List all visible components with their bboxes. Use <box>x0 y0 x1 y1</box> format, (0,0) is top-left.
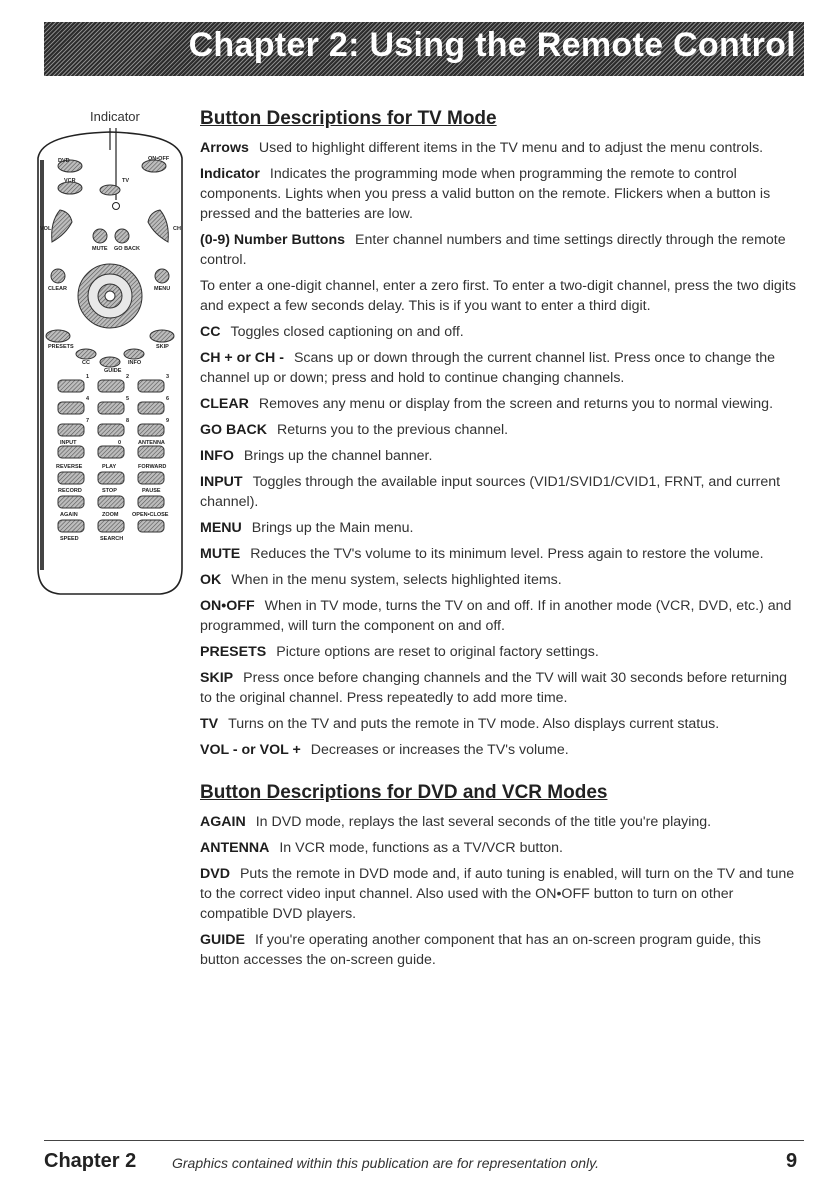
label-n1: 1 <box>86 374 90 380</box>
button-description: Brings up the Main menu. <box>251 520 414 536</box>
button-description: If you're operating another component that has an on-screen program guide, this button accesses the on-screen guide. <box>200 932 761 968</box>
page-number: 9 <box>786 1150 798 1172</box>
label-vcr: VCR <box>64 178 76 184</box>
label-mute: MUTE <box>92 246 108 252</box>
button-term: AGAIN <box>200 814 246 830</box>
label-speed: SPEED <box>60 536 79 542</box>
dvd-vcr-mode-item <box>200 930 800 970</box>
label-n4: 4 <box>86 396 90 402</box>
button-term: Arrows <box>200 140 249 156</box>
button-description: Puts the remote in DVD mode and, if auto tuning is enabled, will turn on the TV and tune to the correct video input channel. Also used with the ON•OFF button to turn on other compatible DVD players. <box>200 866 795 922</box>
tv-mode-item <box>200 348 800 388</box>
tv-mode-item <box>200 472 800 512</box>
tv-mode-item <box>200 230 800 270</box>
button-term: CH + or CH - <box>200 350 284 366</box>
button-term: OK <box>200 572 222 588</box>
label-clear: CLEAR <box>48 286 67 292</box>
button-term: ANTENNA <box>200 840 270 856</box>
button-description: Enter channel numbers and time settings directly through the remote control. <box>200 232 786 268</box>
label-antenna: ANTENNA <box>138 440 165 446</box>
tv-mode-item <box>200 446 800 466</box>
button-term: Indicator <box>200 166 260 182</box>
button-description: Toggles through the available input sources (VID1/SVID1/CVID1, FRNT, and current channel). <box>200 474 781 510</box>
label-cc: CC <box>82 360 90 366</box>
button-term: (0-9) Number Buttons <box>200 232 346 248</box>
button-term: GO BACK <box>200 422 267 438</box>
tv-mode-item <box>200 518 800 538</box>
label-tv: TV <box>122 178 130 184</box>
button-term: DVD <box>200 866 230 882</box>
label-n9: 9 <box>166 418 170 424</box>
tv-mode-item <box>200 420 800 440</box>
button-description: Press once before changing channels and the TV will wait 30 seconds before returning to the original channel. Press repeatedly to add more time. <box>200 670 788 706</box>
tv-mode-item <box>200 394 800 414</box>
label-play: PLAY <box>102 464 117 470</box>
label-n3: 3 <box>166 374 170 380</box>
label-search: SEARCH <box>100 536 124 542</box>
button-term: CLEAR <box>200 396 249 412</box>
label-presets: PRESETS <box>48 344 74 350</box>
heading-dvd-vcr-mode: Button Descriptions for DVD and VCR Modes <box>200 782 608 803</box>
tv-mode-item <box>200 138 800 158</box>
tv-mode-item <box>200 596 800 636</box>
button-term: VOL - or VOL + <box>200 742 301 758</box>
button-description: Picture options are reset to original factory settings. <box>276 644 599 660</box>
chapter-title: Chapter 2: Using the Remote Control <box>188 26 796 64</box>
label-go-back: GO BACK <box>114 246 140 252</box>
dvd-vcr-mode-item <box>200 864 800 924</box>
label-n0: 0 <box>118 440 122 446</box>
label-again: AGAIN <box>60 512 78 518</box>
button-description: In VCR mode, functions as a TV/VCR button. <box>279 840 563 856</box>
label-menu: MENU <box>154 286 171 292</box>
button-description: Reduces the TV's volume to its minimum level. Press again to restore the volume. <box>250 546 764 562</box>
remote-control-icon <box>28 100 192 600</box>
label-vol: VOL <box>40 226 52 232</box>
button-term: GUIDE <box>200 932 245 948</box>
label-n2: 2 <box>126 374 130 380</box>
label-n5: 5 <box>126 396 130 402</box>
footer-note: Graphics contained within this publication are for representation only. <box>172 1155 599 1171</box>
button-description: In DVD mode, replays the last several seconds of the title you're playing. <box>255 814 712 830</box>
label-skip: SKIP <box>156 344 169 350</box>
label-input: INPUT <box>60 440 77 446</box>
tv-mode-item <box>200 740 800 760</box>
button-description: Toggles closed captioning on and off. <box>230 324 464 340</box>
label-n6: 6 <box>166 396 170 402</box>
tv-mode-item <box>200 642 800 662</box>
tv-mode-item <box>200 714 800 734</box>
label-record: RECORD <box>58 488 82 494</box>
button-description: To enter a one-digit channel, enter a zero first. To enter a two-digit channel, press the two digits and expect a few seconds delay. This is if you want to enter a third digit. <box>200 278 796 314</box>
label-dvd: DVD <box>58 158 70 164</box>
indicator-label: Indicator <box>90 109 140 124</box>
label-n8: 8 <box>126 418 130 424</box>
tv-mode-descriptions <box>200 138 800 760</box>
tv-mode-item <box>200 668 800 708</box>
button-description: When in TV mode, turns the TV on and off. If in another mode (VCR, DVD, etc.) and programmed, will turn the component on and off. <box>200 598 792 634</box>
button-description: When in the menu system, selects highlighted items. <box>231 572 562 588</box>
content-column <box>200 108 800 976</box>
button-description: Used to highlight different items in the TV menu and to adjust the menu controls. <box>258 140 764 156</box>
tv-mode-item <box>200 570 800 590</box>
button-term: PRESETS <box>200 644 267 660</box>
button-description: Turns on the TV and puts the remote in TV mode. Also displays current status. <box>228 716 720 732</box>
label-on-off: ON•OFF <box>148 156 170 162</box>
label-info: INFO <box>128 360 142 366</box>
label-zoom: ZOOM <box>102 512 119 518</box>
label-open-close: OPEN•CLOSE <box>132 512 169 518</box>
button-term: INFO <box>200 448 234 464</box>
button-description: Returns you to the previous channel. <box>277 422 509 438</box>
label-n7: 7 <box>86 418 90 424</box>
button-term: INPUT <box>200 474 243 490</box>
button-term: ON•OFF <box>200 598 255 614</box>
heading-tv-mode: Button Descriptions for TV Mode <box>200 108 497 129</box>
tv-mode-item <box>200 276 800 316</box>
footer-divider <box>44 1140 804 1141</box>
button-description: Indicates the programming mode when programming the remote to control components. Lights when you press a valid button on the remote. Flickers when a button is pressed and the batteries are low. <box>200 166 771 222</box>
footer-chapter: Chapter 2 <box>44 1150 137 1172</box>
button-term: SKIP <box>200 670 234 686</box>
label-pause: PAUSE <box>142 488 161 494</box>
button-term: MENU <box>200 520 242 536</box>
dvd-vcr-descriptions <box>200 812 800 970</box>
button-description: Decreases or increases the TV's volume. <box>310 742 569 758</box>
label-ch: CH <box>173 226 181 232</box>
dvd-vcr-mode-item <box>200 838 800 858</box>
tv-mode-item <box>200 164 800 224</box>
button-term: TV <box>200 716 219 732</box>
button-description: Brings up the channel banner. <box>243 448 433 464</box>
label-reverse: REVERSE <box>56 464 83 470</box>
tv-mode-item <box>200 544 800 564</box>
chapter-banner <box>44 22 804 76</box>
dvd-vcr-mode-item <box>200 812 800 832</box>
label-guide: GUIDE <box>104 368 122 374</box>
button-term: MUTE <box>200 546 241 562</box>
button-term: CC <box>200 324 221 340</box>
label-stop: STOP <box>102 488 117 494</box>
button-description: Removes any menu or display from the screen and returns you to normal viewing. <box>258 396 774 412</box>
button-description: Scans up or down through the current channel list. Press once to change the channel up or down; press and hold to continue changing channels. <box>200 350 776 386</box>
label-forward: FORWARD <box>138 464 167 470</box>
tv-mode-item <box>200 322 800 342</box>
remote-illustration <box>28 100 192 600</box>
